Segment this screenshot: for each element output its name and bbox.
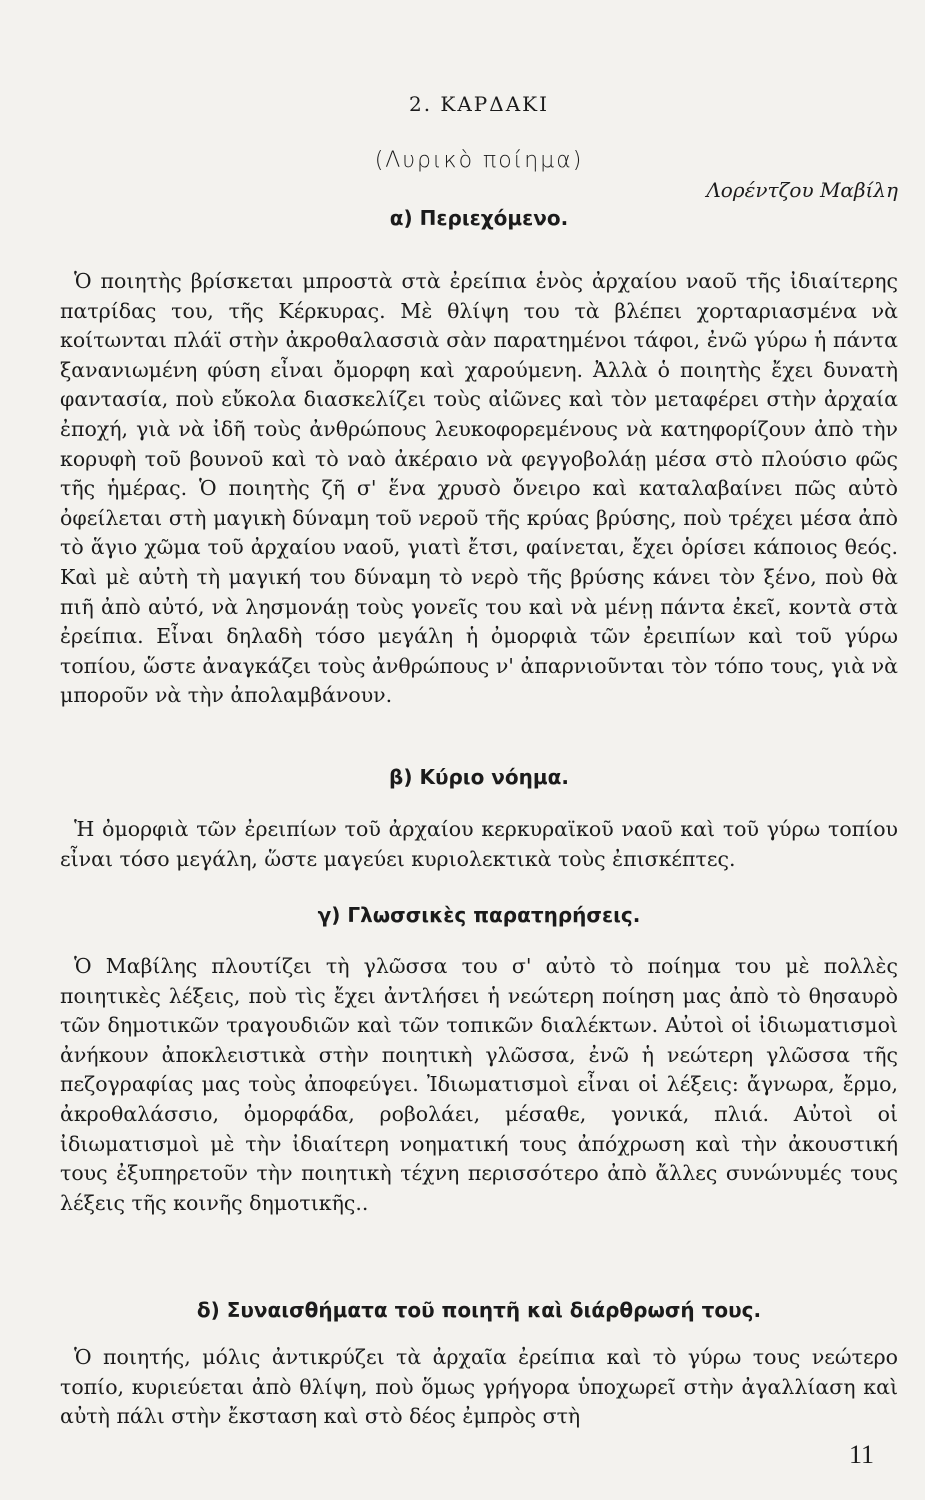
section-text-main-idea	[60, 815, 898, 874]
section-text-language-notes	[60, 952, 898, 1218]
author-name: Λορέντζου Μαβίλη	[706, 178, 898, 202]
paragraph-text: Ὁ ποιητὴς βρίσκεται μπροστὰ στὰ ἐρείπια ἑνὸς ἀρχαίου ναοῦ τῆς ἰδιαίτερης πατρίδας του, τῆς Κέρκυρας. Μὲ θλίψη του τὰ βλέπει χορταριασμένα νὰ κοίτωνται πλάϊ στὴν ἀκροθαλασσιὰ σὰν παρατημένοι τάφοι, ἐνῶ γύρω ἡ πάντα ξανανιωμένη φύση εἶναι ὄμορφη καὶ χαρούμενη. Ἀλλὰ ὁ ποιητὴς ἔχει δυνατὴ φαντασία, ποὺ εὔκολα διασκελίζει τοὺς αἰῶνες καὶ τὸν μεταφέρει στὴν ἀρχαία ἐποχή, γιὰ νὰ ἰδῆ τοὺς ἀνθρώπους λευκοφορεμένους νὰ κατηφορίζουν ἀπὸ τὴν κορυφὴ τοῦ βουνοῦ καὶ τὸ ναὸ ἀκέραιο νὰ φεγγοβολάῃ μέσα στὸ πλούσιο φῶς τῆς ἡμέρας. Ὁ ποιητὴς ζῆ σ' ἕνα χρυσὸ ὄνειρο καὶ καταλαβαίνει πῶς αὐτὸ ὀφείλεται στὴ μαγικὴ δύναμη τοῦ νεροῦ τῆς κρύας βρύσης, ποὺ τρέχει μέσα ἀπὸ τὸ ἅγιο χῶμα τοῦ ἀρχαίου ναοῦ, γιατὶ ἔτσι, φαίνεται, ἔχει ὁρίσει κάποιος θεός. Καὶ μὲ αὐτὴ τὴ μαγική του δύναμη τὸ νερὸ τῆς βρύσης κάνει τὸν ξένο, ποὺ θὰ πιῆ ἀπὸ αὐτό, νὰ λησμονάῃ τοὺς γονεῖς του καὶ νὰ μένῃ πάντα ἐκεῖ, κοντὰ στὰ ἐρείπια. Εἶναι δηλαδὴ τόσο μεγάλη ἡ ὀμορφιὰ τῶν ἐρειπίων καὶ τοῦ γύρω τοπίου, ὥστε ἀναγκάζει τοὺς ἀνθρώπους ν' ἀπαρνιοῦνται τὸν τόπο τους, γιὰ νὰ μποροῦν νὰ τὴν ἀπολαμβάνουν.	[60, 269, 898, 708]
paragraph-text: Ἡ ὀμορφιὰ τῶν ἐρειπίων τοῦ ἀρχαίου κερκυραϊκοῦ ναοῦ καὶ τοῦ γύρω τοπίου εἶναι τόσο μεγάλη, ὥστε μαγεύει κυριολεκτικὰ τοὺς ἐπισκέπτες.	[60, 817, 898, 871]
section-heading-contents: α) Περιεχόμενο.	[389, 206, 569, 230]
poem-type-subtitle: (Λυρικὸ ποίημα)	[374, 148, 584, 173]
paragraph-text: Ὁ Μαβίλης πλουτίζει τὴ γλῶσσα του σ' αὐτὸ τὸ ποίημα του μὲ πολλὲς ποιητικὲς λέξεις, ποὺ τὶς ἔχει ἀντλήσει ἡ νεώτερη ποίηση μας ἀπὸ τὸ θησαυρὸ τῶν δημοτικῶν τραγουδιῶν καὶ τῶν τοπικῶν διαλέκτων. Αὐτοὶ οἱ ἰδιωματισμοὶ ἀνήκουν ἀποκλειστικὰ στὴν ποιητικὴ γλῶσσα, ἐνῶ ἡ νεώτερη γλῶσσα τῆς πεζογραφίας μας τοὺς ἀποφεύγει. Ἰδιωματισμοὶ εἶναι οἱ λέξεις: ἄγνωρα, ἔρμο, ἀκροθαλάσσιο, ὀμορφάδα, ροβολάει, μέσαθε, γονικά, πλιά. Αὐτοὶ οἱ ἰδιωματισμοὶ μὲ τὴν ἰδιαίτερη νοηματική τους ἀπόχρωση καὶ τὴν ἀκουστική τους ἐξυπηρετοῦν τὴν ποιητικὴ τέχνη περισσότερο ἀπὸ ἄλλες συνώνυμές τους λέξεις τῆς κοινῆς δημοτικῆς..	[60, 954, 898, 1215]
page-number: 11	[848, 1440, 874, 1469]
section-text-contents	[60, 267, 898, 711]
section-heading-feelings: δ) Συναισθήματα τοῦ ποιητῆ καὶ διάρθρωσή τους.	[196, 1298, 762, 1322]
section-heading-main-idea: β) Κύριο νόημα.	[389, 765, 569, 789]
page-title: 2. ΚΑΡΔΑΚΙ	[408, 92, 549, 116]
document-page	[60, 0, 898, 1500]
section-heading-language-notes: γ) Γλωσσικὲς παρατηρήσεις.	[317, 903, 641, 927]
section-text-feelings	[60, 1343, 898, 1432]
paragraph-text: Ὁ ποιητής, μόλις ἀντικρύζει τὰ ἀρχαῖα ἐρείπια καὶ τὸ γύρω τους νεώτερο τοπίο, κυριεύεται ἀπὸ θλίψη, ποὺ ὅμως γρήγορα ὑποχωρεῖ στὴν ἀγαλλίαση καὶ αὐτὴ πάλι στὴν ἔκσταση καὶ στὸ δέος ἐμπρὸς στὴ	[60, 1345, 898, 1429]
